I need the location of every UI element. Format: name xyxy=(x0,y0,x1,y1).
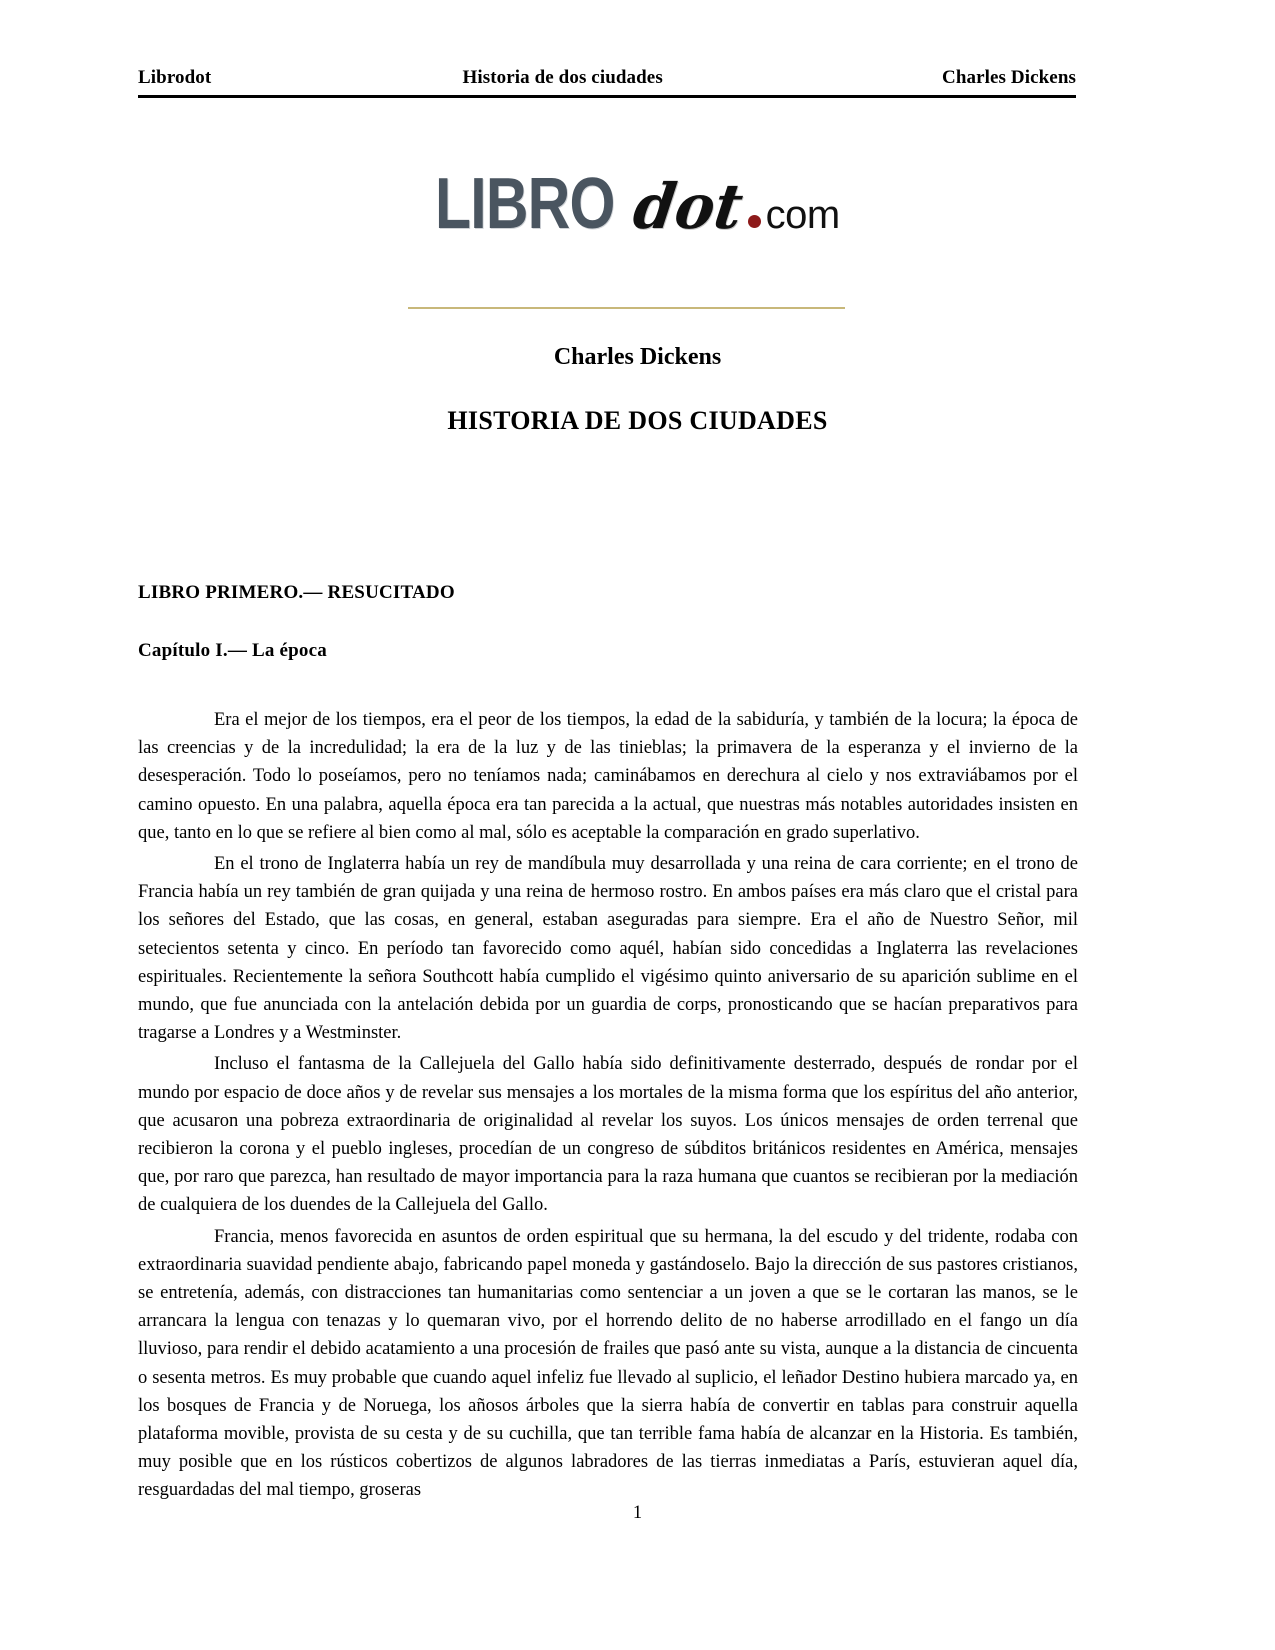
header-divider-rule xyxy=(138,95,1076,98)
logo-text-libro: LIBRO xyxy=(435,164,615,244)
logo-wordmark xyxy=(435,164,840,244)
book-heading: LIBRO PRIMERO.— RESUCITADO xyxy=(138,582,455,603)
body-paragraph: Era el mejor de los tiempos, era el peor de los tiempos, la edad de la sabiduría, y también de la locura; la época de las creencias y de la incredulidad; la era de la luz y de las tinieblas; la primavera de la esperanza y el invierno de la desesperación. Todo lo poseíamos, pero no teníamos nada; caminábamos en derechura al cielo y nos extraviábamos por el camino opuesto. En una palabra, aquella época era tan parecida a la actual, que nuestras más notables autoridades insisten en que, tanto en lo que se refiere al bien como al mal, sólo es aceptable la comparación en grado superlativo. xyxy=(138,710,1078,843)
author-name: Charles Dickens xyxy=(553,344,722,370)
logo-text-com: com xyxy=(765,193,840,237)
header-center-title: Historia de dos ciudades xyxy=(462,67,663,88)
logo-text-dot: dot xyxy=(629,170,748,243)
body-paragraph: En el trono de Inglaterra había un rey de mandíbula muy desarrollada y una reina de cara corriente; en el trono de Francia había un rey también de gran quijada y una reina de hermoso rostro. En ambos países era más claro que el cristal para los señores del Estado, que las cosas, en general, estaban aseguradas para siempre. Era el año de Nuestro Señor, mil setecientos setenta y cinco. En período tan favorecido como aquél, habían sido concedidas a Inglaterra las revelaciones espirituales. Recientemente la señora Southcott había cumplido el vigésimo quinto aniversario de su aparición sublime en el mundo, que fue anunciada con la antelación debida por un guardia de corps, pronosticando que se hacían preparativos para tragarse a Londres y a Westminster. xyxy=(138,854,1078,1044)
chapter-heading: Capítulo I.— La época xyxy=(138,640,327,661)
page-number: 1 xyxy=(632,1503,643,1523)
body-paragraph: Francia, menos favorecida en asuntos de orden espiritual que su hermana, la del escudo y del tridente, rodaba con extraordinaria suavidad pendiente abajo, fabricando papel moneda y gastándoselo. Bajo la dirección de sus pastores cristianos, se entretenía, además, con distracciones tan humanitarias como sentenciar a un joven a que se le cortaran las manos, se le arrancara la lengua con tenazas y lo quemaran vivo, por el horrendo delito de no haberse arrodillado en el fango un día lluvioso, para rendir el debido acatamiento a una procesión de frailes que pasó ante su vista, aunque a la distancia de cincuenta o sesenta metros. Es muy probable que cuando aquel infeliz fue llevado al suplicio, el leñador Destino hubiera marcado ya, en los bosques de Francia y de Noruega, los añosos árboles que la sierra había de convertir en tablas para construir aquella plataforma movible, provista de su cesta y de su cuchilla, que tan terrible fama había de alcanzar en la Historia. Es también, muy posible que en los rústicos cobertizos de algunos labradores de las tierras inmediatas a París, estuvieran aquel día, resguardadas del mal tiempo, groseras xyxy=(138,1226,1078,1501)
header-right-author: Charles Dickens xyxy=(942,67,1076,88)
logo-red-dot-icon xyxy=(748,215,761,228)
librodot-logo xyxy=(0,164,1275,244)
page-title: HISTORIA DE DOS CIUDADES xyxy=(447,406,828,435)
logo-underline-rule xyxy=(408,307,845,309)
body-text-column xyxy=(138,706,1078,1508)
header-left-label: Librodot xyxy=(138,67,212,88)
body-paragraph: Incluso el fantasma de la Callejuela del Gallo había sido definitivamente desterrado, después de rondar por el mundo por espacio de doce años y de revelar sus mensajes a los mortales de la misma forma que los espíritus del año anterior, que acusaron una pobreza extraordinaria de originalidad al revelar los suyos. Los únicos mensajes de orden terrenal que recibieron la corona y el pueblo ingleses, procedían de un congreso de súbditos británicos residentes en América, mensajes que, por raro que parezca, han resultado de mayor importancia para la raza humana que cuantos se recibieran por la mediación de cualquiera de los duendes de la Callejuela del Gallo. xyxy=(138,1054,1078,1216)
running-header xyxy=(138,66,1076,90)
